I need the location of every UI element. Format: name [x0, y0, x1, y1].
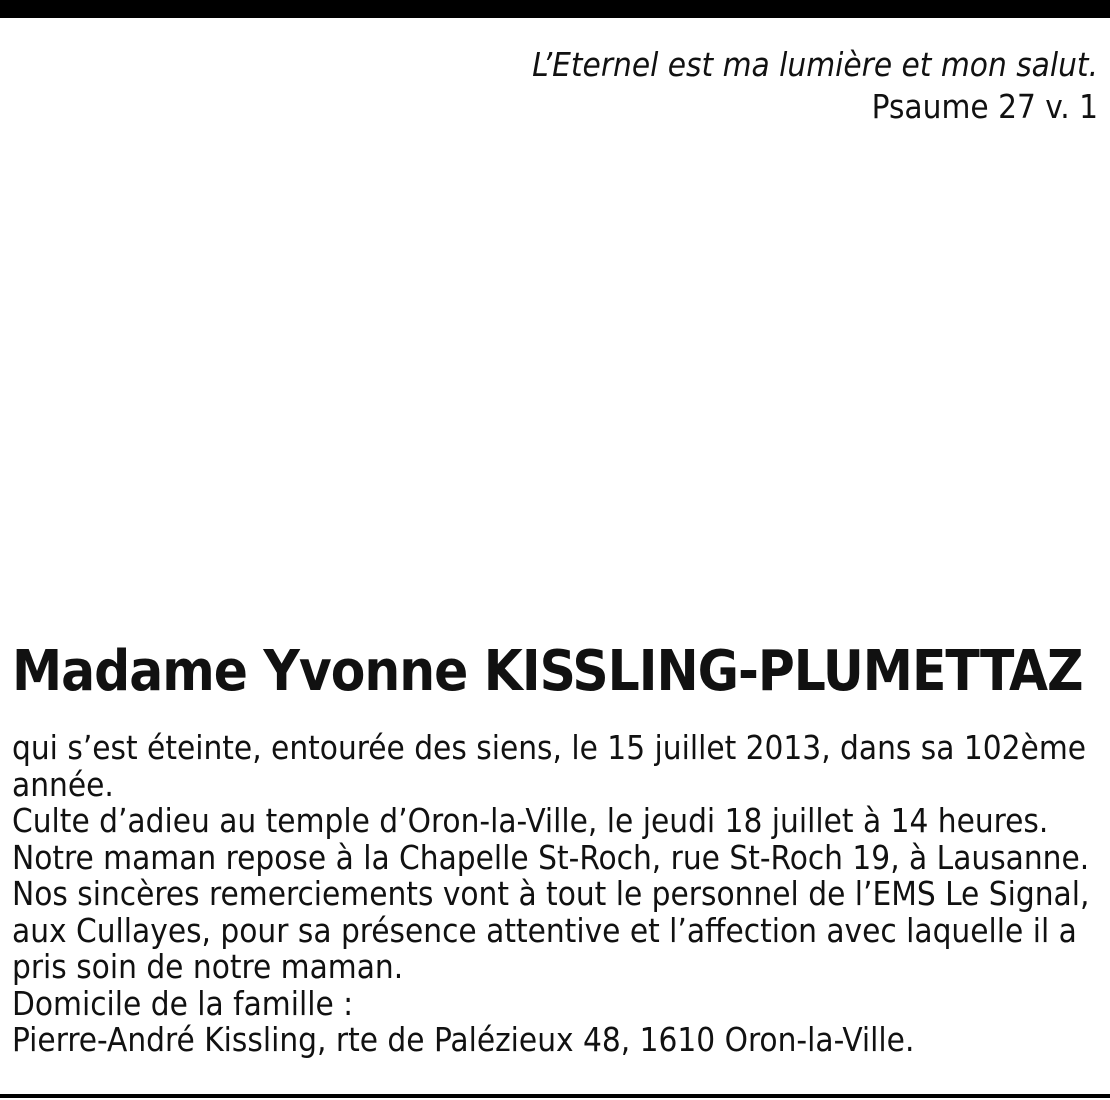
- family-line: [12, 287, 1102, 335]
- bible-verse: [532, 44, 1098, 128]
- top-border-rule: [0, 0, 1110, 18]
- family-line: [12, 431, 1102, 479]
- details-line: pris soin de notre maman.: [12, 947, 404, 986]
- family-line: [12, 144, 1102, 192]
- details-line: Notre maman repose à la Chapelle St-Roch, rue St-Roch 19, à Lausanne.: [12, 837, 1090, 877]
- details-line: Pierre-André Kissling, rte de Palézieux 48, 1610 Oron-la-Ville.: [12, 1020, 915, 1059]
- family-line: [12, 192, 1102, 240]
- family-line: [12, 479, 1102, 527]
- details-line: Culte d’adieu au temple d’Oron-la-Ville, le jeudi 18 juillet à 14 heures.: [12, 801, 1049, 840]
- verse-quote: L’Eternel est ma lumière et mon salut.: [532, 45, 1098, 84]
- details-line: Nos sincères remerciements vont à tout le personnel de l’EMS Le Signal,: [12, 874, 1090, 913]
- details-line: aux Cullayes, pour sa présence attentive et l’affection avec laquelle il a: [12, 910, 1077, 950]
- family-line: [12, 335, 1102, 383]
- details-line: Domicile de la famille :: [12, 983, 354, 1023]
- family-list: [12, 144, 1102, 622]
- bottom-border-rule: [0, 1094, 1110, 1098]
- notice-details: [12, 730, 1102, 1059]
- verse-reference: Psaume 27 v. 1: [871, 87, 1098, 126]
- details-line: année.: [12, 764, 114, 804]
- family-line: [12, 574, 1102, 622]
- family-line: [12, 240, 1102, 288]
- family-line: [12, 526, 1102, 574]
- deceased-name: Madame Yvonne KISSLING-PLUMETTAZ: [12, 639, 1083, 704]
- details-line: qui s’est éteinte, entourée des siens, le 15 juillet 2013, dans sa 102ème: [12, 728, 1087, 767]
- family-line: [12, 383, 1102, 431]
